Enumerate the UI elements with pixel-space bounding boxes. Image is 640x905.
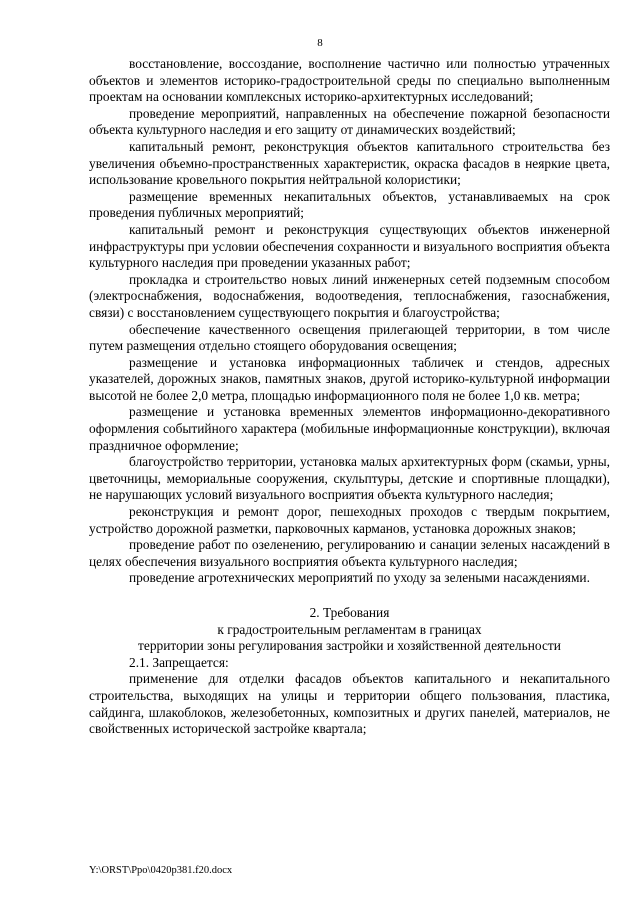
paragraph: обеспечение качественного освещения прилегающей территории, в том числе путем размещения отдельно стоящего оборудования освещения;	[89, 321, 610, 354]
paragraph: проведение мероприятий, направленных на обеспечение пожарной безопасности объекта культурного наследия и его защиту от динамических воздействий;	[89, 105, 610, 138]
paragraph: капитальный ремонт, реконструкция объектов капитального строительства без увеличения объемно-пространственных характеристик, окраска фасадов в неяркие цвета, использование кровельного покрытия нейтральной колористики;	[89, 138, 610, 188]
paragraph: проведение агротехнических мероприятий по уходу за зелеными насаждениями.	[129, 570, 590, 586]
paragraph: размещение временных некапитальных объектов, устанавливаемых на срок проведения публичных мероприятий;	[89, 188, 610, 221]
paragraph: благоустройство территории, установка малых архитектурных форм (скамьи, урны, цветочницы, мемориальные сооружения, скульптуры, детские и спортивные площадки), не нарушающих условий визуального восприятия объекта культурного наследия;	[89, 454, 610, 503]
paragraph: размещение и установка временных элементов информационно-декоративного оформления событийного характера (мобильные информационные конструкции), включая праздничное оформление;	[89, 404, 610, 453]
section-heading-title: 2. Требования	[309, 605, 390, 620]
page-number: 8	[317, 37, 323, 49]
paragraph: проведение работ по озеленению, регулированию и санации зеленых насаждений в целях обеспечения визуального восприятия объекта культурного наследия;	[89, 537, 610, 569]
section-heading-line: к градостроительным регламентам в границах	[217, 621, 482, 637]
paragraph: реконструкция и ремонт дорог, пешеходных проходов с твердым покрытием, устройство дорожной разметки, парковочных карманов, установка дорожных знаков;	[89, 504, 610, 536]
section-heading-line: территории зоны регулирования застройки и хозяйственной деятельности	[138, 638, 561, 654]
footer-file-path: Y:\ORST\Ppo\0420p381.f20.docx	[89, 865, 233, 876]
paragraph: применение для отделки фасадов объектов капитального и некапитального строительства, выходящих на улицы и территории общего пользования, пластика, сайдинга, шлакоблоков, железобетонных, композитных и других панелей, материалов, не свойственных исторической застройке квартала;	[89, 671, 610, 737]
document-body	[89, 56, 610, 738]
paragraph: прокладка и строительство новых линий инженерных сетей подземным способом (электроснабжения, водоснабжения, водоотведения, теплоснабжения, газоснабжения, связи) с восстановлением существующего покрытия и благоустройства;	[89, 271, 610, 320]
paragraph: капитальный ремонт и реконструкция существующих объектов инженерной инфраструктуры при условии обеспечения сохранности и визуального восприятия объекта культурного наследия при проведении указанных работ;	[89, 221, 610, 271]
subsection-title: 2.1. Запрещается:	[129, 654, 229, 670]
paragraph: размещение и установка информационных табличек и стендов, адресных указателей, дорожных знаков, памятных знаков, другой историко-культурной информации высотой не более 2,0 метра, площадью информационного поля не более 1,0 кв. метра;	[89, 354, 610, 403]
section-heading	[89, 605, 610, 655]
paragraph: восстановление, воссоздание, восполнение частично или полностью утраченных объектов и элементов историко-градостроительной среды по специально выполненным проектам на основании комплексных историко-архитектурных исследований;	[89, 56, 610, 105]
